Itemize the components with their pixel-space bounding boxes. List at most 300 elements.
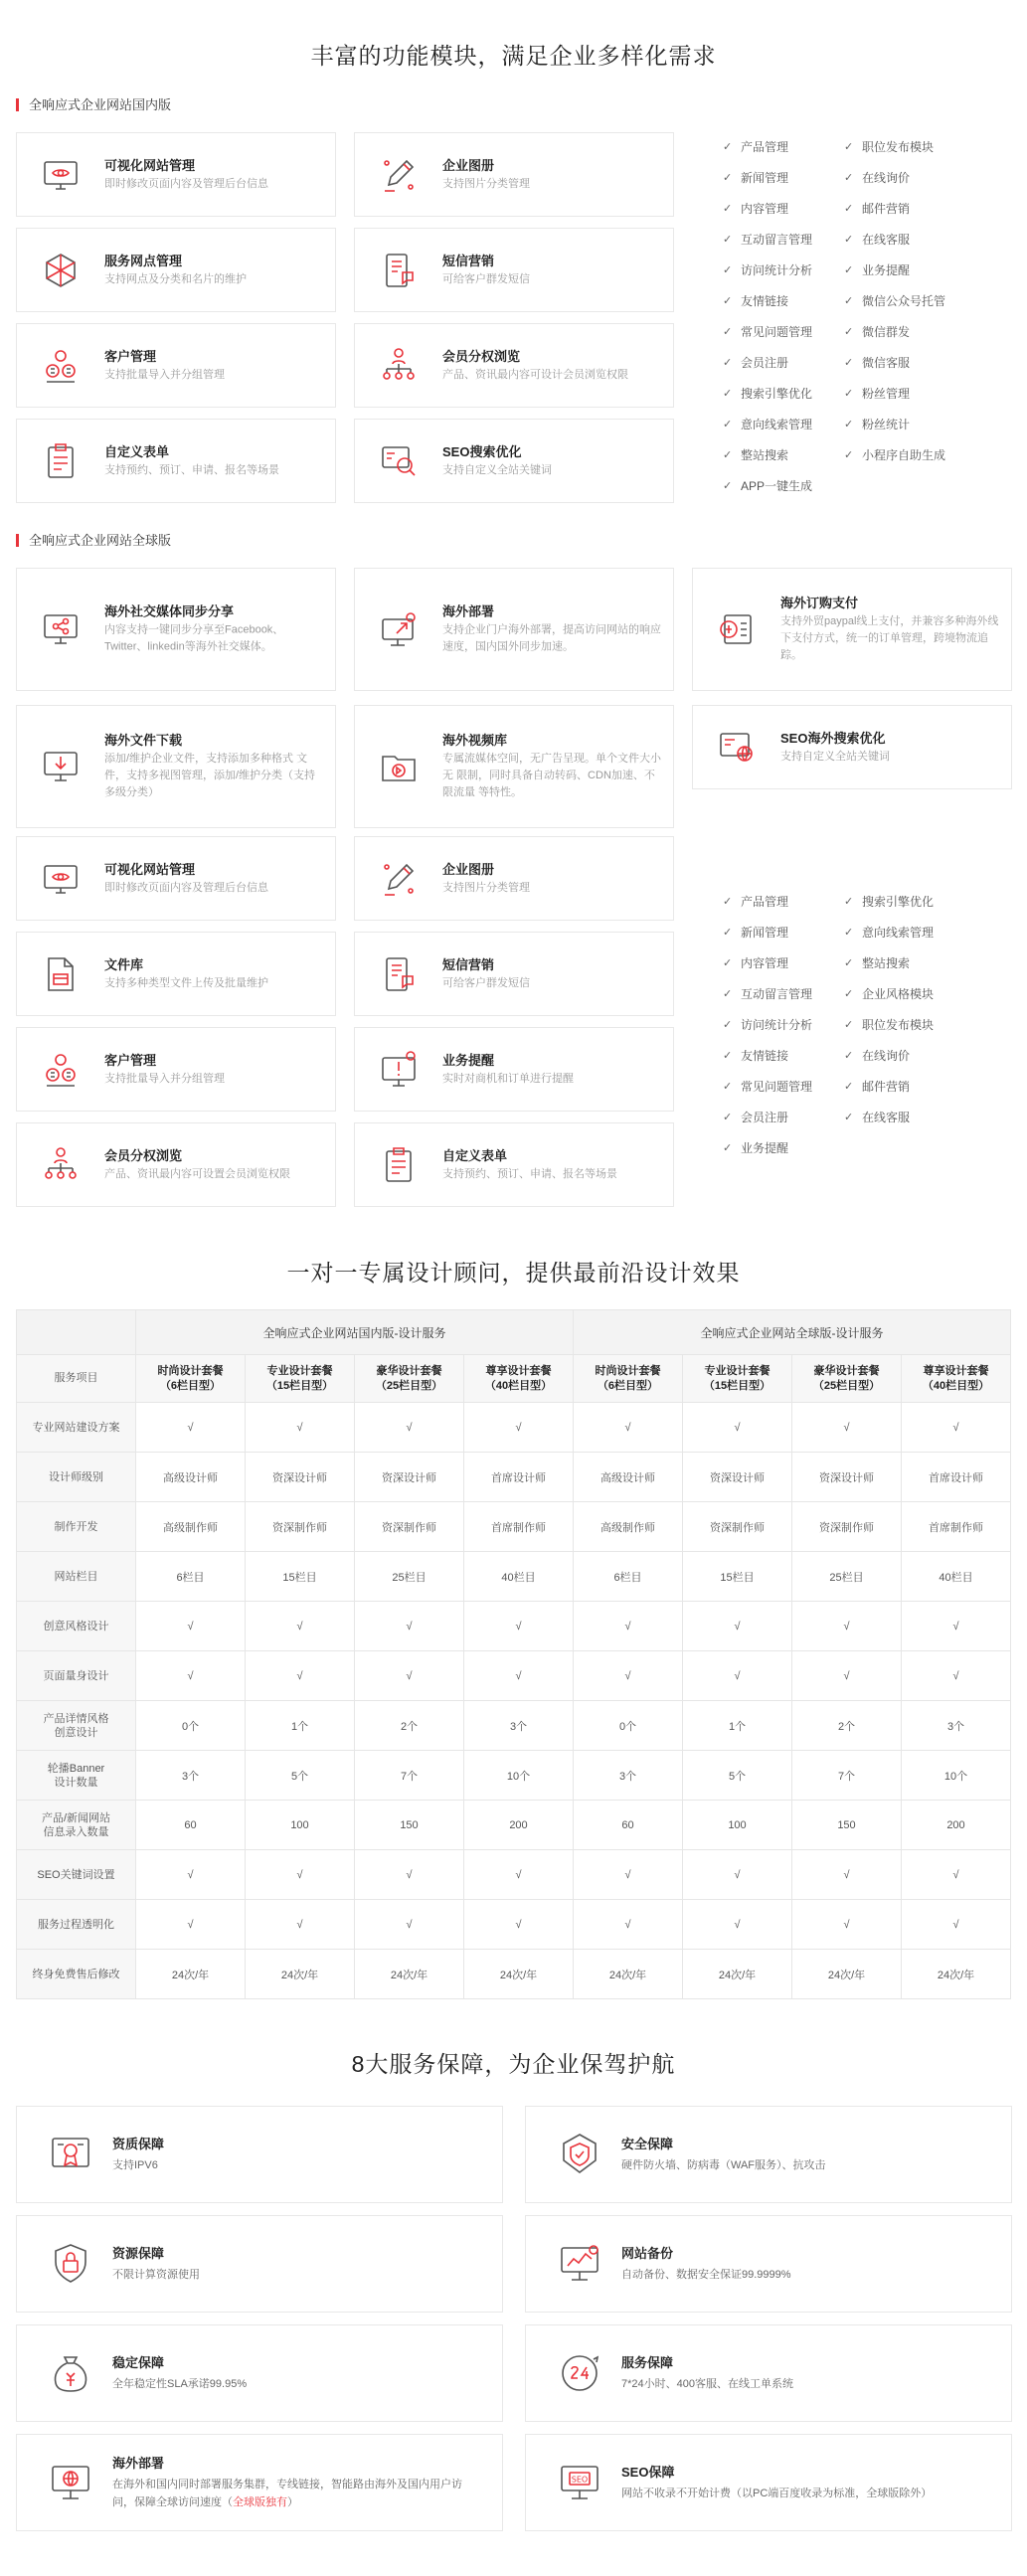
check-icon: ✓ [844,1081,854,1093]
table-cell: 3个 [574,1751,683,1801]
card-title: 短信营销 [442,956,495,972]
card-desc: 支持预约、预订、申请、报名等场景 [104,463,279,476]
check-icon: ✓ [723,203,733,215]
domestic-card-6[interactable] [16,419,336,503]
guarantee-title: SEO保障 [621,2465,675,2480]
guarantee-title: 海外部署 [112,2456,165,2471]
check-icon: ✓ [723,295,733,307]
table-cell: √ [574,1850,683,1900]
form-icon [377,1143,421,1187]
feature-label: 微信群发 [862,325,911,339]
global-feature-item [844,1110,910,1125]
table-group-global: 全响应式企业网站全球版-设计服务 [574,1310,1011,1355]
row-label: 设计师级别 [17,1453,136,1502]
download-icon [39,745,83,788]
global-card-12[interactable] [16,1122,336,1207]
card-desc: 产品、资讯最内容可设置会员浏览权限 [104,1167,290,1180]
card-desc: 支持图片分类管理 [442,177,530,190]
check-icon: ✓ [844,927,854,939]
row-label: 创意风格设计 [17,1602,136,1651]
feature-label: 搜索引擎优化 [862,895,935,909]
guarantee-card-0[interactable] [16,2106,503,2203]
global-subtitle: 全响应式企业网站全球版 [16,534,171,547]
feature-label: 业务提醒 [862,263,911,277]
check-icon: ✓ [723,988,733,1000]
guarantee-desc: 在海外和国内同时部署服务集群，专线链接，智能路由海外及国内用户访问，保障全球访问速度（全球版独有） [112,2479,462,2508]
domestic-feature-item [844,324,910,340]
check-icon: ✓ [723,1019,733,1031]
table-cell: 40栏目 [464,1552,574,1602]
seo-global-icon [715,726,759,770]
card-desc: 可给客户群发短信 [442,272,530,285]
card-title: 可视化网站管理 [104,861,196,877]
table-cell: √ [246,1651,355,1701]
table-cell: √ [574,1900,683,1950]
card-title: 企业图册 [442,157,495,173]
users-icon [39,1048,83,1092]
check-icon: ✓ [844,419,854,430]
global-feature-item [723,1017,812,1033]
domestic-feature-item [844,262,910,278]
table-cell: 5个 [246,1751,355,1801]
feature-label: 内容管理 [741,202,789,216]
table-cell: √ [136,1850,246,1900]
row-label: 网站栏目 [17,1552,136,1602]
card-title: 短信营销 [442,253,495,268]
domestic-feature-item [844,201,910,217]
table-cell: 首席设计师 [464,1453,574,1502]
domestic-card-4[interactable] [16,323,336,408]
check-icon: ✓ [844,1019,854,1031]
global-card-3[interactable] [16,705,336,828]
deploy-icon [377,607,421,651]
check-icon: ✓ [723,957,733,969]
guarantee-card-4[interactable] [16,2324,503,2422]
domestic-subtitle: 全响应式企业网站国内版 [16,98,171,111]
row-label: 终身免费售后修改 [17,1950,136,1999]
domestic-feature-list [723,139,1021,497]
domestic-feature-item [844,417,910,432]
table-cell: 高级制作师 [574,1502,683,1552]
feature-label: 小程序自助生成 [862,448,946,462]
global-deploy-icon [47,2459,94,2506]
money-bag-icon [47,2349,94,2397]
table-cell: 24次/年 [792,1950,902,1999]
card-desc: 支持外贸paypal线上支付，并兼容多种海外线 下支付方式，统一的订单管理，跨境物流追踪。 [780,615,999,661]
feature-label: 访问统计分析 [741,263,813,277]
check-icon: ✓ [723,1081,733,1093]
table-cell: 24次/年 [683,1950,792,1999]
table-cell: 资深制作师 [246,1502,355,1552]
table-cell: 24次/年 [355,1950,464,1999]
feature-label: 企业风格模块 [862,987,935,1001]
card-desc: 内容支持一键同步分享至Facebook、Twitter、linkedin等海外社交媒体。 [104,623,284,653]
section-title-modules: 丰富的功能模块，满足企业多样化需求 [310,43,717,69]
guarantee-card-7[interactable] [525,2434,1012,2531]
feature-label: 粉丝管理 [862,387,911,401]
table-cell: 15栏目 [683,1552,792,1602]
table-cell: √ [792,1850,902,1900]
card-desc: 支持批量导入并分组管理 [104,368,225,381]
card-title: 海外社交媒体同步分享 [104,603,235,619]
table-cell: 25栏目 [355,1552,464,1602]
feature-label: 职位发布模块 [862,140,935,154]
global-feature-item [844,1017,934,1033]
guarantee-title: 服务保障 [621,2355,674,2370]
card-title: 海外文件下载 [104,733,183,748]
global-card-13[interactable] [354,1122,674,1207]
table-row [17,1602,1011,1651]
section-title-design: 一对一专属设计顾问，提供最前沿设计效果 [286,1260,741,1286]
feature-label: 意向线索管理 [862,926,935,940]
check-icon: ✓ [844,326,854,338]
row-label: 制作开发 [17,1502,136,1552]
table-cell: 1个 [683,1701,792,1751]
check-icon: ✓ [844,896,854,908]
check-icon: ✓ [844,264,854,276]
domestic-card-5[interactable] [354,323,674,408]
table-cell: 首席制作师 [464,1502,574,1552]
global-card-2[interactable] [692,568,1012,691]
feature-label: 粉丝统计 [862,418,911,431]
row-label: 轮播Banner 设计数量 [17,1751,136,1801]
check-icon: ✓ [723,449,733,461]
social-share-icon [39,607,83,651]
domestic-feature-item [723,170,788,186]
org-icon [39,1143,83,1187]
card-desc: 支持预约、预订、申请、报名等场景 [442,1167,617,1180]
table-cell: 高级制作师 [136,1502,246,1552]
domestic-feature-item [723,355,788,371]
guarantee-desc: 硬件防火墙、防病毒（WAF服务）、抗攻击 [621,2159,826,2171]
table-cell: √ [355,1602,464,1651]
card-desc: 支持批量导入并分组管理 [104,1072,225,1085]
check-icon: ✓ [723,927,733,939]
table-cell: √ [792,1602,902,1651]
row-label: 产品详情风格 创意设计 [17,1701,136,1751]
table-cell: √ [574,1651,683,1701]
feature-label: 访问统计分析 [741,1018,813,1032]
table-cell: 24次/年 [136,1950,246,1999]
check-icon: ✓ [844,172,854,184]
card-title: 海外部署 [442,603,495,619]
table-row [17,1801,1011,1850]
table-row [17,1552,1011,1602]
row-label: 页面量身设计 [17,1651,136,1701]
feature-label: 整站搜索 [741,448,789,462]
guarantee-card-1[interactable] [525,2106,1012,2203]
guarantee-title: 稳定保障 [112,2355,165,2370]
global-card-5[interactable] [692,705,1012,789]
domestic-feature-item [723,417,812,432]
global-feature-item [723,955,788,971]
check-icon: ✓ [844,295,854,307]
seo-monitor-icon [556,2459,603,2506]
table-cell: √ [355,1403,464,1453]
table-cell: 高级设计师 [136,1453,246,1502]
table-cell: √ [246,1900,355,1950]
table-cell: √ [902,1403,1011,1453]
domestic-feature-item [844,232,910,248]
table-cell: √ [902,1602,1011,1651]
global-feature-item [844,1079,910,1095]
table-cell: 10个 [902,1751,1011,1801]
table-cell: 6栏目 [574,1552,683,1602]
table-row [17,1751,1011,1801]
check-icon: ✓ [844,203,854,215]
card-title: 海外订购支付 [780,596,859,610]
domestic-feature-item [723,478,812,494]
table-cell: 3个 [464,1701,574,1751]
check-icon: ✓ [844,449,854,461]
global-feature-list [723,894,1021,1172]
guarantee-title: 资质保障 [112,2137,165,2151]
table-cell: √ [902,1850,1011,1900]
table-cell: √ [136,1602,246,1651]
payment-icon [715,607,759,651]
card-desc: 可给客户群发短信 [442,976,530,989]
feature-label: 微信客服 [862,356,911,370]
card-desc: 添加/维护企业文件，支持添加多种格式 文件，支持多视图管理，添加/维护分类（支持多级分类） [104,753,316,798]
check-icon: ✓ [844,234,854,246]
global-feature-item [723,1079,812,1095]
table-cell: 40栏目 [902,1552,1011,1602]
plan-header-7: 尊享设计套餐 （40栏目型） [902,1355,1011,1403]
table-cell: 7个 [355,1751,464,1801]
guarantee-desc: 网站不收录不开始计费（以PC端百度收录为标准，全球版除外） [621,2488,933,2499]
table-cell: 200 [902,1801,1011,1850]
table-cell: 0个 [136,1701,246,1751]
table-cell: 资深设计师 [792,1453,902,1502]
feature-label: APP一键生成 [741,479,813,493]
check-icon: ✓ [844,957,854,969]
domestic-feature-item [723,232,812,248]
domestic-card-7[interactable] [354,419,674,503]
table-row [17,1950,1011,1999]
feature-label: 邮件营销 [862,1080,911,1094]
card-title: 客户管理 [104,1052,157,1068]
table-cell: √ [683,1602,792,1651]
table-cell: √ [683,1651,792,1701]
table-corner-blank [17,1310,136,1355]
table-cell: √ [464,1403,574,1453]
users-icon [39,344,83,388]
table-cell: √ [355,1651,464,1701]
table-cell: √ [464,1602,574,1651]
guarantee-desc: 全年稳定性SLA承诺99.95% [112,2378,248,2390]
check-icon: ✓ [723,480,733,492]
guarantee-title: 安全保障 [621,2137,674,2151]
card-title: 会员分权浏览 [442,348,521,364]
feature-label: 友情链接 [741,294,789,308]
table-cell: √ [683,1850,792,1900]
table-cell: 200 [464,1801,574,1850]
card-title: 可视化网站管理 [104,157,196,173]
global-feature-item [844,925,934,941]
feature-label: 内容管理 [741,956,789,970]
table-row [17,1651,1011,1701]
check-icon: ✓ [723,264,733,276]
table-cell: 25栏目 [792,1552,902,1602]
feature-label: 微信公众号托管 [862,294,946,308]
feature-label: 互动留言管理 [741,987,813,1001]
alert-icon [377,1048,421,1092]
check-icon: ✓ [723,1142,733,1154]
guarantee-card-5[interactable] [525,2324,1012,2422]
section-title-guarantee: 8大服务保障，为企业保驾护航 [351,2051,676,2077]
table-cell: 3个 [136,1751,246,1801]
check-icon: ✓ [723,1050,733,1062]
guarantee-title: 网站备份 [621,2246,674,2261]
domestic-card-3[interactable] [354,228,674,312]
global-card-0[interactable] [16,568,336,691]
global-card-9[interactable] [354,932,674,1016]
global-card-6[interactable] [16,836,336,921]
global-card-7[interactable] [354,836,674,921]
row-label: 产品/新闻网站 信息录入数量 [17,1801,136,1850]
domestic-feature-item [844,139,934,155]
service-24h-icon [556,2349,603,2397]
table-cell: √ [792,1651,902,1701]
check-icon: ✓ [844,388,854,400]
card-desc: 即时修改页面内容及管理后台信息 [104,177,268,190]
domestic-feature-item [723,262,812,278]
table-cell: 150 [355,1801,464,1850]
domestic-feature-item [723,386,812,402]
global-feature-item [723,925,788,941]
table-cell: 首席设计师 [902,1453,1011,1502]
table-cell: √ [574,1602,683,1651]
card-title: 业务提醒 [442,1052,495,1068]
global-feature-item [723,1110,788,1125]
card-title: 自定义表单 [442,1147,508,1163]
table-cell: √ [355,1850,464,1900]
feature-label: 整站搜索 [862,956,911,970]
check-icon: ✓ [723,1112,733,1123]
plan-header-1: 专业设计套餐 （15栏目型） [246,1355,355,1403]
plan-header-0: 时尚设计套餐 （6栏目型） [136,1355,246,1403]
table-cell: 2个 [355,1701,464,1751]
network-icon [39,249,83,292]
feature-label: 职位发布模块 [862,1018,935,1032]
global-feature-item [723,894,788,910]
check-icon: ✓ [723,234,733,246]
global-card-10[interactable] [16,1027,336,1112]
card-desc: 支持图片分类管理 [442,881,530,894]
table-cell: √ [792,1900,902,1950]
guarantee-card-2[interactable] [16,2215,503,2313]
table-row [17,1453,1011,1502]
table-cell: √ [136,1900,246,1950]
domestic-card-2[interactable] [16,228,336,312]
global-card-11[interactable] [354,1027,674,1112]
form-icon [39,439,83,483]
row-label: 服务过程透明化 [17,1900,136,1950]
table-cell: 资深制作师 [355,1502,464,1552]
global-feature-item [723,986,812,1002]
table-cell: √ [136,1403,246,1453]
global-feature-item [723,1140,788,1156]
table-cell: 高级设计师 [574,1453,683,1502]
card-title: 文件库 [104,956,144,972]
table-row [17,1502,1011,1552]
feature-label: 友情链接 [741,1049,789,1063]
lock-shield-icon [47,2240,94,2288]
domestic-feature-item [844,447,945,463]
plan-header-4: 时尚设计套餐 （6栏目型） [574,1355,683,1403]
plan-header-3: 尊享设计套餐 （40栏目型） [464,1355,574,1403]
table-cell: 资深设计师 [246,1453,355,1502]
table-cell: √ [246,1403,355,1453]
check-icon: ✓ [723,172,733,184]
check-icon: ✓ [723,896,733,908]
table-cell: √ [464,1900,574,1950]
table-group-domestic: 全响应式企业网站国内版-设计服务 [136,1310,574,1355]
table-cell: 15栏目 [246,1552,355,1602]
card-desc: 专属流媒体空间，无广告呈现。单个文件大小无 限制，同时具备自动转码、CDN加速、不限流量 等特性。 [442,753,661,798]
table-row [17,1900,1011,1950]
guarantee-card-3[interactable] [525,2215,1012,2313]
file-library-icon [39,952,83,996]
table-cell: 0个 [574,1701,683,1751]
shield-security-icon [556,2131,603,2178]
check-icon: ✓ [844,141,854,153]
guarantee-card-6[interactable] [16,2434,503,2531]
table-cell: √ [902,1651,1011,1701]
global-feature-item [844,955,910,971]
feature-label: 在线客服 [862,1111,911,1124]
domestic-card-0[interactable] [16,132,336,217]
plan-header-2: 豪华设计套餐 （25栏目型） [355,1355,464,1403]
domestic-card-1[interactable] [354,132,674,217]
global-card-8[interactable] [16,932,336,1016]
eye-screen-icon [39,857,83,901]
feature-label: 互动留言管理 [741,233,813,247]
global-feature-item [844,894,934,910]
card-desc: 实时对商机和订单进行提醒 [442,1072,574,1085]
table-cell: √ [574,1403,683,1453]
domestic-feature-item [723,201,788,217]
domestic-feature-item [844,355,910,371]
pencil-icon [377,857,421,901]
table-cell: 1个 [246,1701,355,1751]
check-icon: ✓ [844,357,854,369]
plan-header-6: 豪华设计套餐 （25栏目型） [792,1355,902,1403]
guarantee-title: 资源保障 [112,2246,165,2261]
domestic-feature-item [723,324,812,340]
sms-icon [377,249,421,292]
feature-label: 邮件营销 [862,202,911,216]
card-desc: 支持自定义全站关键词 [442,463,552,476]
feature-label: 产品管理 [741,895,789,909]
feature-label: 新闻管理 [741,926,789,940]
table-cell: √ [464,1651,574,1701]
global-feature-item [844,1048,910,1064]
global-feature-item [844,986,934,1002]
feature-label: 在线询价 [862,1049,911,1063]
check-icon: ✓ [723,326,733,338]
design-service-table [16,1309,1011,1999]
feature-label: 常见问题管理 [741,1080,813,1094]
feature-label: 会员注册 [741,356,789,370]
table-cell: 24次/年 [902,1950,1011,1999]
table-cell: √ [683,1403,792,1453]
domestic-feature-item [844,386,910,402]
global-feature-item [723,1048,788,1064]
feature-label: 在线客服 [862,233,911,247]
global-card-4[interactable] [354,705,674,828]
global-card-1[interactable] [354,568,674,691]
